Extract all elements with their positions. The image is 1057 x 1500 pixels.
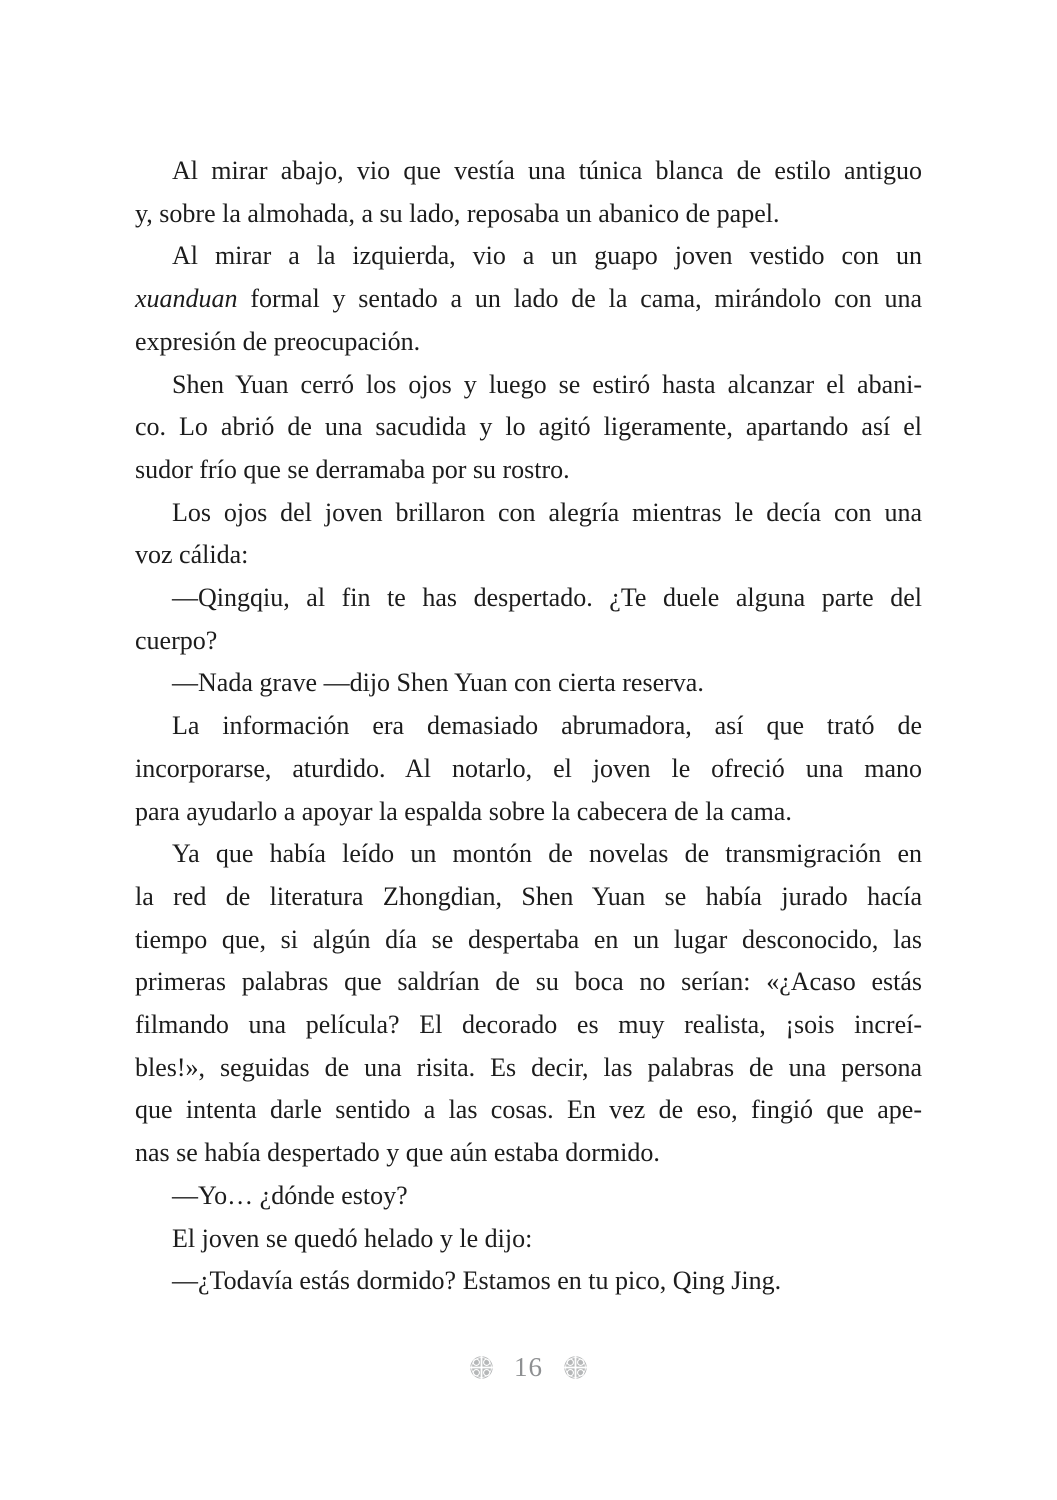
text-line	[135, 492, 922, 535]
text-segment: voz cálida:	[135, 540, 249, 570]
paragraph	[135, 833, 922, 1175]
text-line	[135, 919, 922, 962]
text-line	[135, 876, 922, 919]
text-segment: —¿Todavía estás dormido? Estamos en tu pico, Qing Jing.	[172, 1266, 782, 1296]
text-line	[135, 150, 922, 193]
text-segment: primeras palabras que saldrían de su boca no serían: «¿Acaso estás	[135, 967, 922, 997]
text-line	[135, 1260, 922, 1303]
left-coin-ornament-icon	[469, 1355, 494, 1380]
text-segment: para ayudarlo a apoyar la espalda sobre la cabecera de la cama.	[135, 796, 792, 826]
text-line	[135, 791, 922, 834]
text-segment: bles!», seguidas de una risita. Es decir, las palabras de una persona	[135, 1052, 922, 1082]
page-number: 16	[514, 1352, 543, 1382]
text-segment: la red de literatura Zhongdian, Shen Yuan se había jurado hacía	[135, 881, 922, 911]
paragraph	[135, 1218, 922, 1261]
text-segment: que intenta darle sentido a las cosas. En vez de eso, fingió que ape-	[135, 1095, 922, 1125]
text-segment: —Qingqiu, al fin te has despertado. ¿Te duele alguna parte del	[172, 583, 922, 613]
text-segment: Shen Yuan cerró los ojos y luego se estiró hasta alcanzar el abani-	[172, 369, 922, 399]
text-segment: Los ojos del joven brillaron con alegría mientras le decía con una	[172, 497, 922, 527]
paragraph	[135, 662, 922, 705]
paragraph	[135, 364, 922, 492]
text-segment: —Nada grave —dijo Shen Yuan con cierta reserva.	[172, 668, 704, 698]
paragraph	[135, 492, 922, 577]
text-segment: La información era demasiado abrumadora, así que trató de	[172, 711, 922, 741]
text-line	[135, 278, 922, 321]
text-line	[135, 1132, 922, 1175]
text-segment: Al mirar abajo, vio que vestía una túnica blanca de estilo antiguo	[172, 156, 922, 185]
text-line	[135, 406, 922, 449]
text-segment: tiempo que, si algún día se despertaba en un lugar desconocido, las	[135, 924, 922, 954]
text-block	[135, 150, 922, 1303]
paragraph	[135, 705, 922, 833]
text-line	[135, 961, 922, 1004]
text-segment: formal y sentado a un lado de la cama, mirándolo con una	[237, 284, 922, 314]
text-line	[135, 1047, 922, 1090]
text-line	[135, 1089, 922, 1132]
paragraph	[135, 235, 922, 363]
text-segment: y, sobre la almohada, a su lado, reposaba un abanico de papel.	[135, 198, 780, 228]
text-segment: nas se había despertado y que aún estaba dormido.	[135, 1138, 660, 1168]
text-line	[135, 705, 922, 748]
paragraph	[135, 150, 922, 235]
text-segment: co. Lo abrió de una sacudida y lo agitó ligeramente, apartando así el	[135, 412, 922, 442]
page-footer	[0, 1354, 1057, 1381]
text-line	[135, 748, 922, 791]
text-line	[135, 1218, 922, 1261]
text-line	[135, 1004, 922, 1047]
right-coin-ornament-icon	[563, 1355, 588, 1380]
text-segment: expresión de preocupación.	[135, 326, 421, 356]
text-line	[135, 364, 922, 407]
paragraph	[135, 1260, 922, 1303]
text-line	[135, 1175, 922, 1218]
text-line	[135, 321, 922, 364]
text-line	[135, 534, 922, 577]
text-line	[135, 235, 922, 278]
text-segment: Al mirar a la izquierda, vio a un guapo joven vestido con un	[172, 241, 922, 271]
text-line	[135, 449, 922, 492]
text-segment: El joven se quedó helado y le dijo:	[172, 1223, 533, 1253]
italic-text-segment: xuanduan	[135, 284, 238, 314]
text-line	[135, 193, 922, 236]
text-line	[135, 833, 922, 876]
text-segment: —Yo… ¿dónde estoy?	[172, 1180, 408, 1210]
text-line	[135, 662, 922, 705]
text-line	[135, 577, 922, 620]
paragraph	[135, 577, 922, 662]
paragraph	[135, 1175, 922, 1218]
text-segment: incorporarse, aturdido. Al notarlo, el joven le ofreció una mano	[135, 753, 922, 783]
text-segment: Ya que había leído un montón de novelas de transmigración en	[172, 839, 922, 869]
text-segment: filmando una película? El decorado es muy realista, ¡sois increí-	[135, 1010, 922, 1040]
text-segment: sudor frío que se derramaba por su rostro.	[135, 454, 570, 484]
text-segment: cuerpo?	[135, 625, 218, 655]
text-line	[135, 620, 922, 663]
